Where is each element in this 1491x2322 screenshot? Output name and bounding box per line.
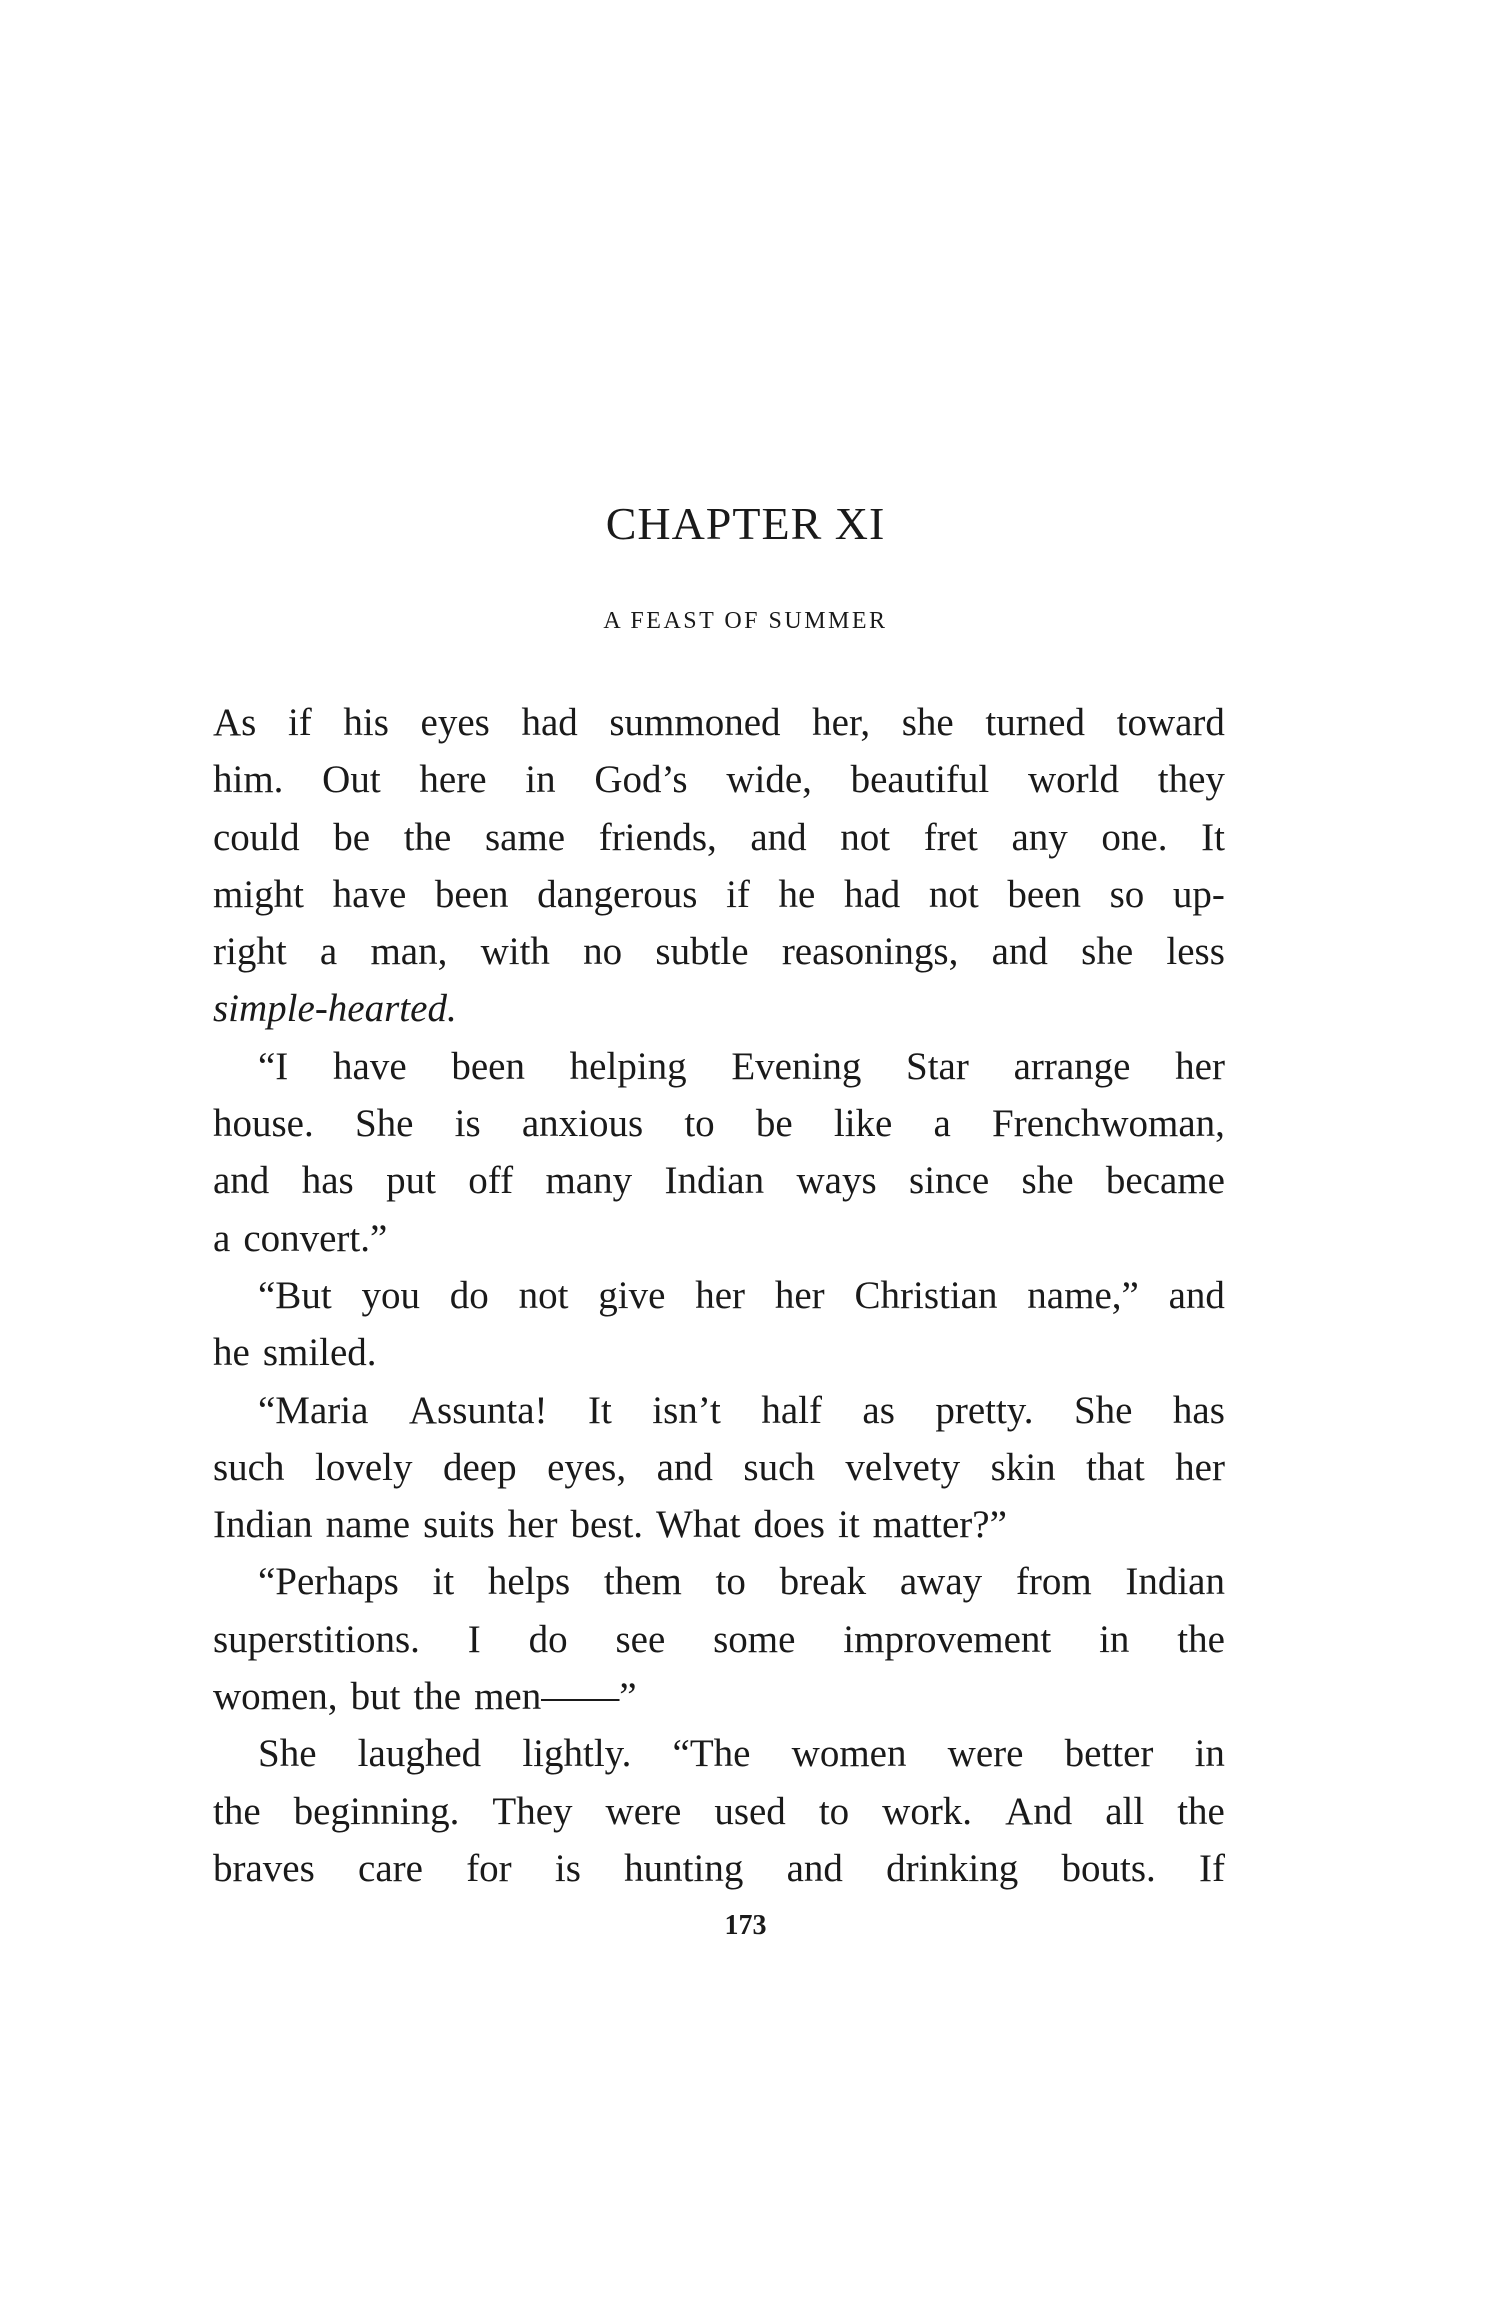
word: turned (985, 701, 1085, 744)
word: is (454, 1102, 481, 1146)
word: and (1168, 1273, 1225, 1317)
word: so (1109, 872, 1145, 916)
text-line (213, 923, 1225, 980)
word: such (743, 1445, 815, 1489)
word: it (432, 1560, 455, 1604)
word: her (1175, 1445, 1225, 1489)
word: be (333, 815, 371, 859)
word: have (333, 1044, 407, 1088)
word: do (449, 1273, 489, 1317)
word: since (909, 1159, 990, 1203)
word: half (761, 1388, 822, 1432)
word: deep (442, 1445, 517, 1489)
word: women, (213, 1675, 338, 1719)
word: have (332, 872, 407, 916)
word: and (213, 1159, 270, 1203)
word: It (1201, 815, 1225, 859)
word: if (287, 701, 312, 744)
word: less (1166, 930, 1225, 974)
text-line (213, 751, 1225, 808)
word: “But (258, 1273, 332, 1317)
word: if (726, 872, 750, 916)
word: skin (990, 1445, 1056, 1489)
word: Christian (854, 1273, 998, 1317)
text-line (213, 1783, 1225, 1840)
text-line (213, 1840, 1225, 1897)
word: that (1086, 1445, 1145, 1489)
word: Out (322, 758, 381, 802)
word: wide, (726, 758, 812, 802)
word: Indian (1125, 1560, 1225, 1604)
word: not (518, 1273, 569, 1317)
word: summoned (609, 701, 781, 744)
word: It (587, 1388, 612, 1432)
word: him. (213, 758, 284, 802)
word: hunting (624, 1846, 744, 1890)
word: it (838, 1503, 860, 1547)
chapter-title: CHAPTER XI (605, 498, 886, 549)
word: velvety (845, 1445, 961, 1489)
text-line (213, 1496, 1225, 1553)
word: the (413, 1675, 462, 1719)
text-line (213, 1668, 1225, 1725)
word: break (779, 1560, 867, 1604)
word: helps (487, 1560, 571, 1604)
word: some (713, 1617, 796, 1661)
word: care (358, 1846, 423, 1890)
word: put (386, 1159, 436, 1203)
word: became (1105, 1159, 1225, 1203)
word: same (484, 815, 566, 859)
word: were (947, 1732, 1024, 1776)
word: toward (1116, 701, 1225, 744)
word: off (468, 1159, 514, 1203)
word: the (1177, 1789, 1225, 1833)
word: braves (213, 1846, 315, 1890)
word: her (774, 1273, 825, 1317)
word: here (419, 758, 487, 802)
text-line (213, 866, 1225, 923)
text-line (213, 809, 1225, 866)
word: away (899, 1560, 983, 1604)
word: pretty. (935, 1388, 1034, 1432)
word: “Perhaps (258, 1560, 399, 1604)
text-line (213, 694, 1225, 751)
word: They (492, 1789, 573, 1833)
word: the (213, 1789, 261, 1833)
text-line (213, 1210, 1225, 1267)
word: And (1005, 1789, 1073, 1833)
word: improvement (843, 1617, 1052, 1661)
word: in (1194, 1732, 1225, 1776)
word: anxious (521, 1102, 644, 1146)
text-line (213, 1324, 1225, 1381)
word: “Maria (258, 1388, 369, 1432)
word: as (862, 1388, 895, 1432)
word: her (507, 1503, 558, 1547)
word: As (213, 701, 257, 744)
word: and (991, 930, 1048, 974)
word: with (480, 930, 550, 974)
word: her (695, 1273, 746, 1317)
word: he (213, 1331, 250, 1375)
word: had (843, 872, 901, 916)
word: is (554, 1846, 581, 1890)
text-line (213, 1725, 1225, 1782)
text-line (213, 1382, 1225, 1439)
word: ways (796, 1159, 877, 1203)
word: friends, (598, 815, 717, 859)
word: and (656, 1445, 713, 1489)
word: beautiful (850, 758, 990, 802)
word: his (343, 701, 389, 744)
word: right (213, 930, 287, 974)
word: might (213, 872, 305, 916)
text-line (213, 1553, 1225, 1610)
page-number: 173 (724, 1910, 767, 1941)
word: convert.” (243, 1216, 388, 1260)
word: drinking (886, 1846, 1019, 1890)
word: Assunta! (408, 1388, 548, 1432)
text-line (213, 1439, 1225, 1496)
word: she (901, 701, 954, 744)
word: a (319, 930, 338, 974)
word: were (605, 1789, 682, 1833)
word: many (545, 1159, 633, 1203)
word: lightly. (522, 1732, 632, 1776)
word: What (656, 1503, 741, 1547)
word: she (1021, 1159, 1074, 1203)
word: world (1028, 758, 1119, 802)
word: all (1105, 1789, 1145, 1833)
chapter-subtitle: A FEAST OF SUMMER (603, 608, 888, 634)
text-line (213, 1095, 1225, 1152)
body-text (213, 694, 1225, 1897)
text-line (213, 1038, 1225, 1095)
word: been (451, 1044, 525, 1088)
word: She (1073, 1388, 1133, 1432)
word: her (1175, 1044, 1225, 1088)
word: any (1011, 815, 1068, 859)
word: used (714, 1789, 786, 1833)
word: could (213, 815, 300, 859)
word: does (753, 1503, 825, 1547)
word: see (615, 1617, 666, 1661)
word: the (1177, 1617, 1225, 1661)
word: has (1172, 1388, 1225, 1432)
word: If (1199, 1846, 1225, 1890)
word: been (434, 872, 509, 916)
word: simple-hearted. (213, 987, 457, 1031)
word: up- (1172, 872, 1225, 916)
word: house. (213, 1102, 314, 1146)
text-line (213, 1152, 1225, 1209)
word: Indian (213, 1503, 313, 1547)
word: suits (423, 1503, 495, 1547)
word: Evening (731, 1044, 862, 1088)
text-line (213, 1611, 1225, 1668)
word: he (778, 872, 816, 916)
word: to (818, 1789, 850, 1833)
word: Indian (664, 1159, 765, 1203)
text-line (213, 980, 1225, 1037)
word: do (528, 1617, 568, 1661)
word: not (928, 872, 979, 916)
word: such (213, 1445, 285, 1489)
word: “I (258, 1044, 289, 1088)
word: like (833, 1102, 893, 1146)
word: fret (923, 815, 978, 859)
word: man, (370, 930, 448, 974)
word: dangerous (537, 872, 698, 916)
word: best. (570, 1503, 644, 1547)
text-line (213, 1267, 1225, 1324)
word: they (1157, 758, 1225, 802)
word: Star (906, 1044, 969, 1088)
word: women (791, 1732, 907, 1776)
word: superstitions. (213, 1617, 420, 1661)
word: bouts. (1061, 1846, 1156, 1890)
word: for (466, 1846, 512, 1890)
word: them (603, 1560, 682, 1604)
word: and (786, 1846, 843, 1890)
word: matter?” (872, 1503, 1007, 1547)
word: and (750, 815, 807, 859)
word: had (521, 701, 578, 744)
word: you (361, 1273, 420, 1317)
word: laughed (357, 1732, 482, 1776)
word: subtle (655, 930, 749, 974)
word: the (403, 815, 452, 859)
word: God’s (594, 758, 688, 802)
word: work. (882, 1789, 973, 1833)
word: She (354, 1102, 414, 1146)
word: eyes, (547, 1445, 627, 1489)
word: Frenchwoman, (992, 1102, 1225, 1146)
word: in (525, 758, 556, 802)
word: a (933, 1102, 951, 1146)
word: but (350, 1675, 401, 1719)
word: She (258, 1732, 317, 1776)
word: lovely (314, 1445, 413, 1489)
word: been (1007, 872, 1081, 916)
word: arrange (1013, 1044, 1131, 1088)
word: beginning. (293, 1789, 460, 1833)
word: in (1099, 1617, 1130, 1661)
word: men——” (474, 1675, 637, 1719)
word: give (598, 1273, 666, 1317)
word: eyes (420, 701, 490, 744)
word: I (467, 1617, 481, 1661)
word: smiled. (262, 1331, 377, 1375)
word: be (755, 1102, 793, 1146)
word: has (301, 1159, 354, 1203)
word: from (1015, 1560, 1092, 1604)
word: to (715, 1560, 746, 1604)
word: helping (569, 1044, 687, 1088)
word: “The (672, 1732, 751, 1776)
word: no (583, 930, 623, 974)
word: name,” (1027, 1273, 1139, 1317)
word: better (1064, 1732, 1154, 1776)
word: one. (1101, 815, 1168, 859)
word: isn’t (652, 1388, 721, 1432)
word: reasonings, (781, 930, 959, 974)
word: her, (812, 701, 871, 744)
word: a (213, 1216, 231, 1260)
word: name (325, 1503, 411, 1547)
word: she (1081, 930, 1134, 974)
word: not (840, 815, 891, 859)
word: to (684, 1102, 715, 1146)
